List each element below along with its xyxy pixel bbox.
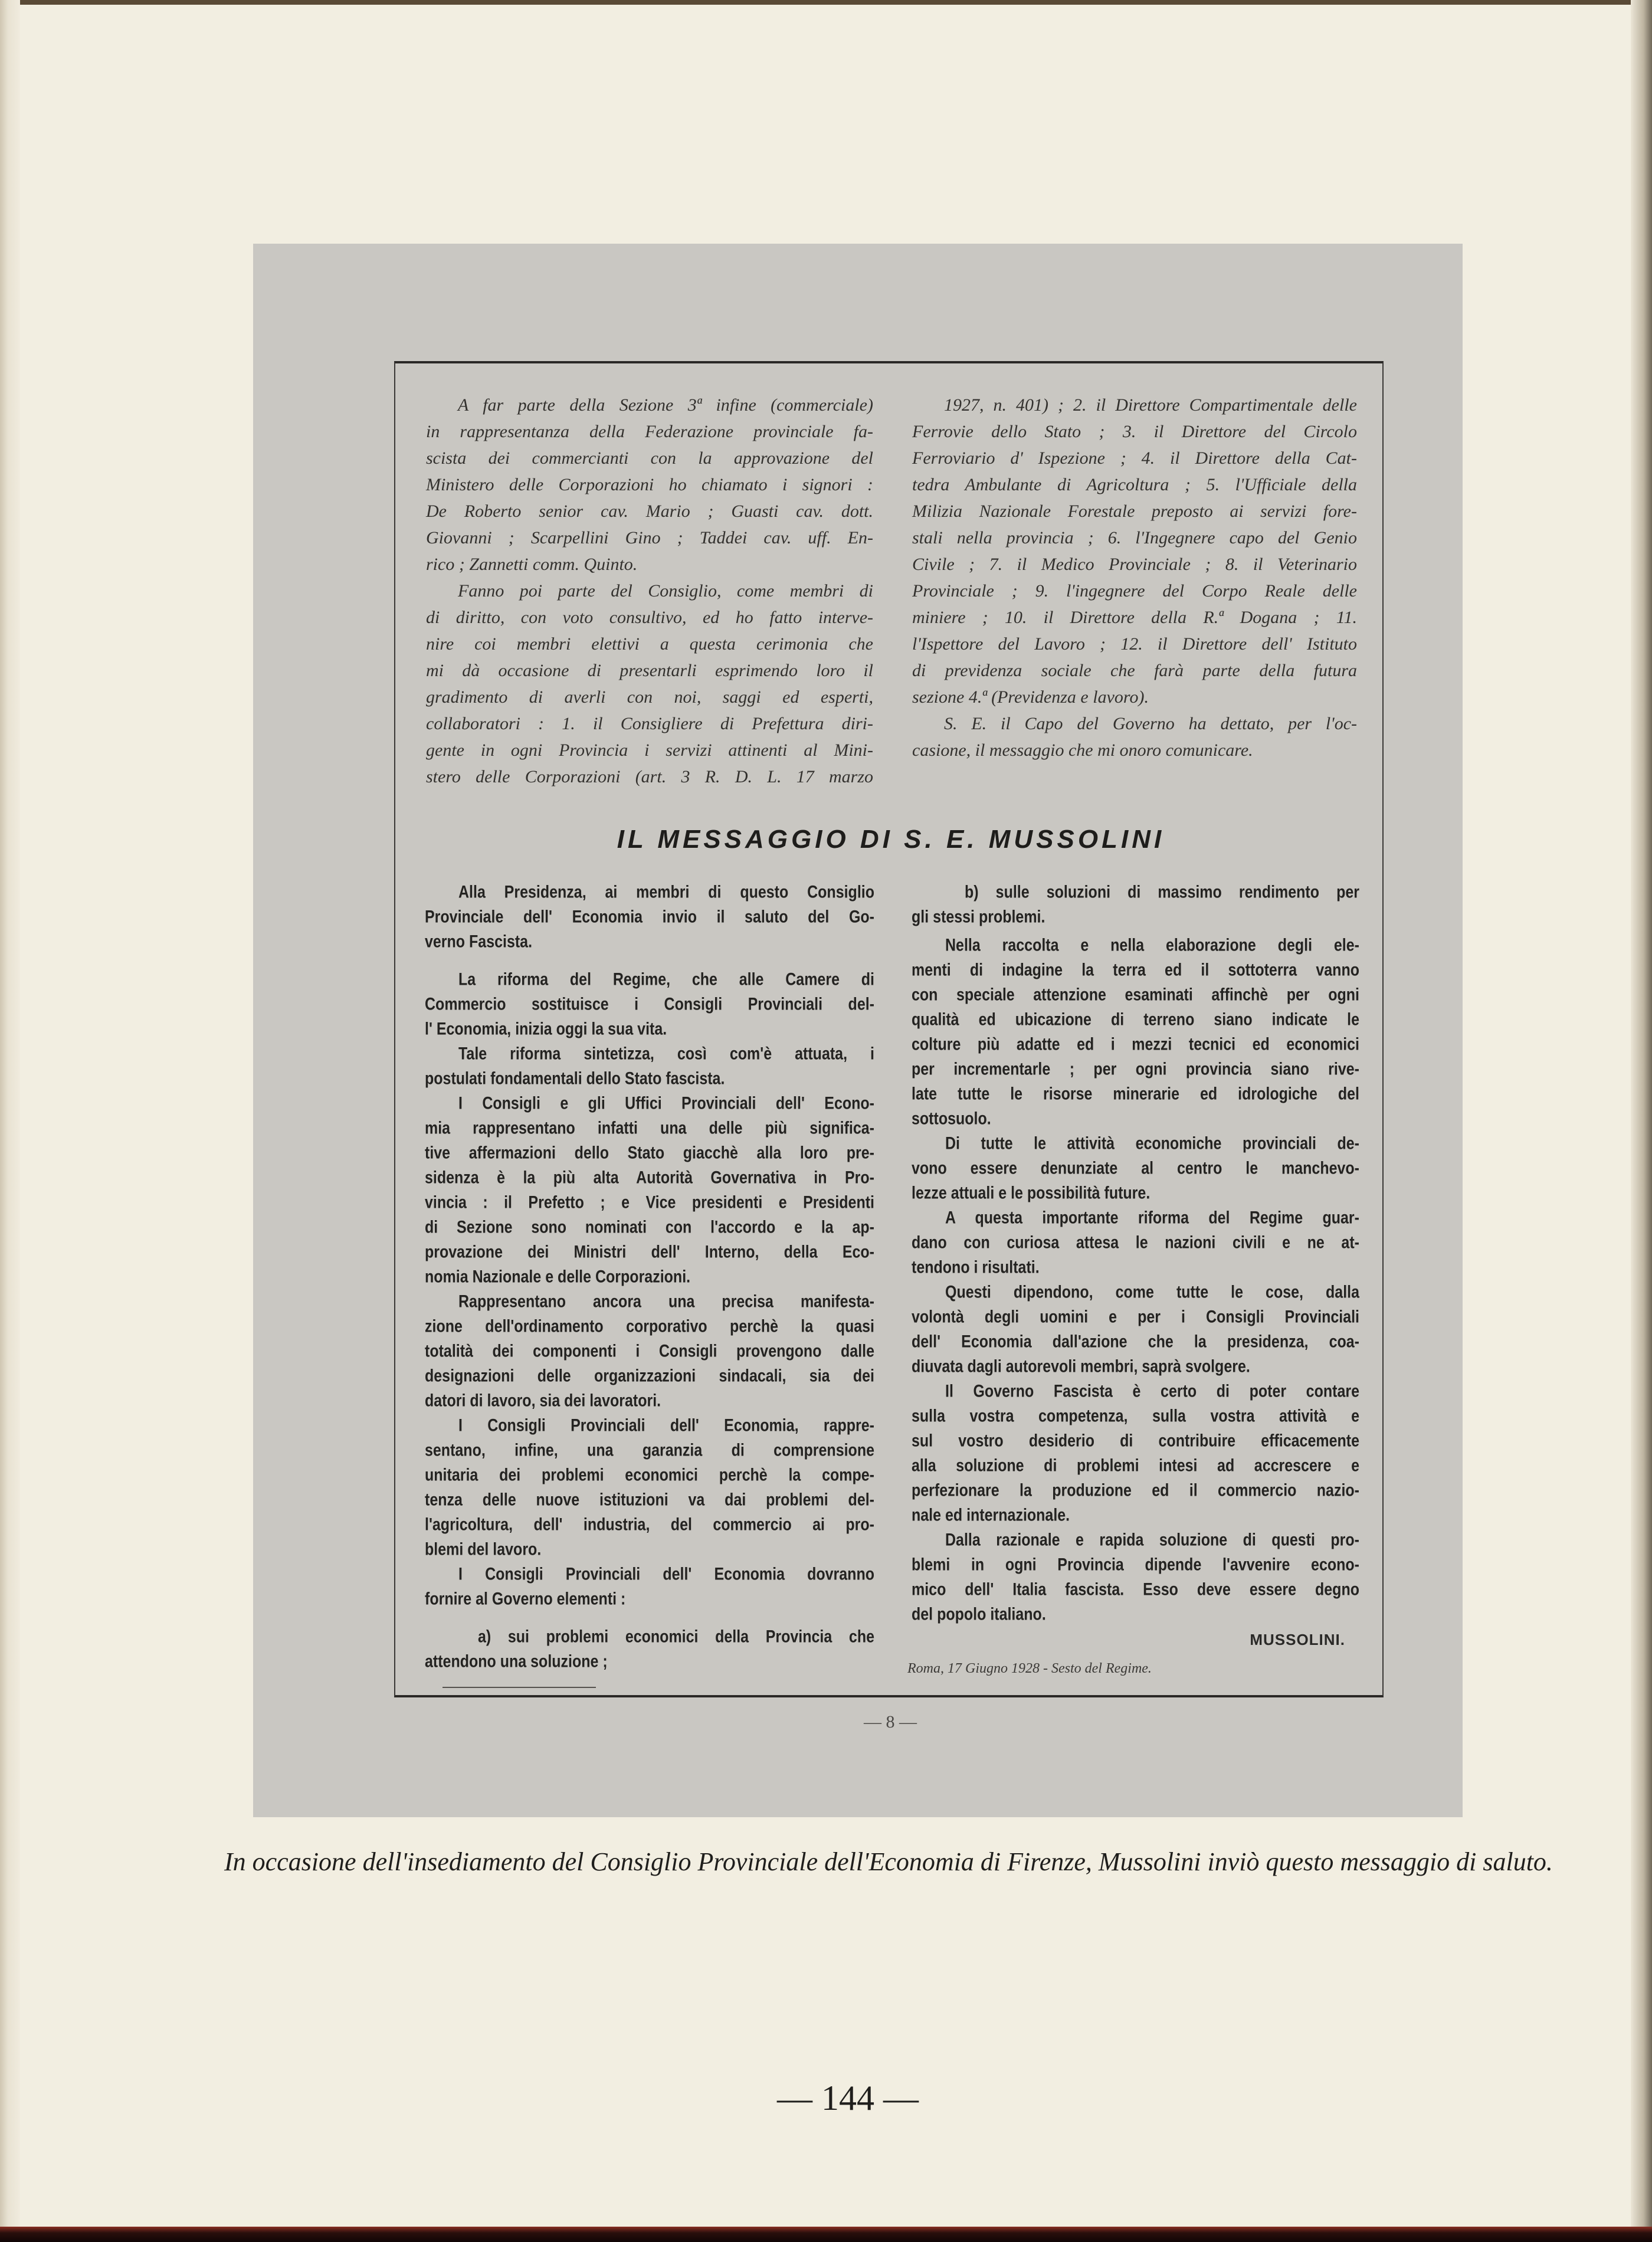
text-line: postulati fondamentali dello Stato fascista. [425, 1068, 725, 1089]
paragraph [912, 933, 1359, 1131]
message-headline: IL MESSAGGIO DI S. E. MUSSOLINI [617, 825, 1165, 854]
text-line: scista dei commercianti con la approvazione del [426, 448, 873, 468]
paragraph [912, 1205, 1359, 1280]
text-line: Fanno poi parte del Consiglio, come membri di [458, 581, 873, 601]
text-line: Dalla razionale e rapida soluzione di questi pro- [945, 1530, 1359, 1550]
text-line: gradimento di averli con noi, saggi ed esperti, [426, 687, 873, 707]
text-line: a) sui problemi economici della Provincia che [478, 1627, 874, 1647]
text-line: La riforma del Regime, che alle Camere di [458, 969, 874, 989]
text-line: Giovanni ; Scarpellini Gino ; Taddei cav. uff. En- [426, 528, 873, 548]
text-line: perfezionare la produzione ed il commercio nazio- [912, 1480, 1359, 1500]
text-line: sidenza è la più alta Autorità Governativa in Pro- [425, 1168, 874, 1188]
scan-edge-bottom [0, 2227, 1652, 2242]
text-line: dano con curiosa attesa le nazioni civili e ne at- [912, 1233, 1359, 1253]
paragraph [912, 392, 1357, 710]
text-line: tedra Ambulante di Agricoltura ; 5. l'Ufficiale della [912, 475, 1357, 494]
text-line: late tutte le risorse minerarie ed idrologiche del [912, 1084, 1359, 1104]
text-line: gli stessi problemi. [912, 907, 1045, 927]
dateline: Roma, 17 Giugno 1928 - Sesto del Regime. [907, 1661, 1152, 1676]
text-line: colture più adatte ed i mezzi tecnici ed economici [912, 1034, 1359, 1054]
paragraph [425, 1041, 874, 1091]
text-line: rico ; Zannetti comm. Quinto. [426, 555, 638, 574]
text-line: Tale riforma sintetizza, così com'è attuata, i [458, 1044, 874, 1064]
text-line: stali nella provincia ; 6. l'Ingegnere capo del Genio [912, 528, 1357, 548]
text-line: A questa importante riforma del Regime guar- [945, 1208, 1359, 1228]
text-line: nomia Nazionale e delle Corporazioni. [425, 1267, 691, 1287]
text-line: Nella raccolta e nella elaborazione degli ele- [945, 935, 1359, 955]
signature: MUSSOLINI. [1250, 1631, 1345, 1648]
text-line: Ministero delle Corporazioni ho chiamato i signori : [426, 475, 873, 494]
paragraph [425, 1413, 874, 1562]
text-line: unitaria dei problemi economici perchè la compe- [425, 1465, 874, 1485]
text-line: De Roberto senior cav. Mario ; Guasti cav. dott. [426, 502, 873, 521]
text-line: miniere ; 10. il Direttore della R.ª Dogana ; 11. [912, 608, 1357, 627]
text-line: I Consigli e gli Uffici Provinciali dell' Econo- [458, 1093, 874, 1113]
paragraph [912, 880, 1359, 929]
paragraph [426, 578, 873, 790]
text-line: zione dell'ordinamento corporativo perchè la quasi [425, 1316, 874, 1336]
text-line: tenza delle nuove istituzioni va dai problemi del- [425, 1490, 874, 1510]
text-line: mia rappresentano infatti una delle più significa- [425, 1118, 874, 1138]
text-line: designazioni delle organizzazioni sindacali, sia dei [425, 1366, 874, 1386]
text-line: di previdenza sociale che farà parte della futura [912, 661, 1357, 680]
text-line: I Consigli Provinciali dell' Economia, rappre- [458, 1415, 874, 1435]
divider [442, 1687, 596, 1688]
scan-edge-top [0, 0, 1652, 5]
text-line: tive affermazioni dello Stato giacchè alla loro pre- [425, 1143, 874, 1163]
text-line: Commercio sostituisce i Consigli Provinciali del- [425, 994, 874, 1014]
text-line: l' Economia, inizia oggi la sua vita. [425, 1019, 667, 1039]
text-line: lezze attuali e le possibilità future. [912, 1183, 1150, 1203]
paragraph [912, 710, 1357, 763]
text-line: blemi del lavoro. [425, 1539, 542, 1559]
text-line: sottosuolo. [912, 1109, 991, 1129]
text-line: per incrementarle ; per ogni provincia siano rive- [912, 1059, 1359, 1079]
text-line: S. E. il Capo del Governo ha dettato, per l'oc- [944, 714, 1357, 733]
text-line: Provinciale dell' Economia invio il saluto del Go- [425, 907, 874, 927]
text-line: totalità dei componenti i Consigli provengono dalle [425, 1341, 874, 1361]
paragraph [425, 1624, 874, 1674]
intro-column-left [426, 392, 873, 790]
paragraph [912, 1528, 1359, 1627]
text-line: sul vostro desiderio di contribuire efficacemente [912, 1431, 1359, 1451]
text-line: dell' Economia dall'azione che la presidenza, coa- [912, 1332, 1359, 1352]
text-line: verno Fascista. [425, 932, 533, 952]
paragraph [425, 967, 874, 1041]
text-line: di Sezione sono nominati con l'accordo e la ap- [425, 1217, 874, 1237]
text-line: sezione 4.ª (Previdenza e lavoro). [912, 687, 1149, 707]
paragraph [425, 880, 874, 954]
book-page-edges [0, 0, 20, 2242]
text-line: in rappresentanza della Federazione provinciale fa- [426, 422, 873, 441]
text-line: Ferrovie dello Stato ; 3. il Direttore del Circolo [912, 422, 1357, 441]
text-line: b) sulle soluzioni di massimo rendimento per [965, 882, 1359, 902]
text-line: Il Governo Fascista è certo di poter contare [945, 1381, 1359, 1401]
text-line: Ferroviario d' Ispezione ; 4. il Direttore della Cat- [912, 448, 1357, 468]
text-line: sulla vostra competenza, sulla vostra attività e [912, 1406, 1359, 1426]
text-line: vincia : il Prefetto ; e Vice presidenti e Presidenti [425, 1192, 874, 1212]
text-line: del popolo italiano. [912, 1604, 1046, 1624]
paragraph [425, 1289, 874, 1413]
text-line: collaboratori : 1. il Consigliere di Prefettura diri- [426, 714, 873, 733]
text-line: gente in ogni Provincia i servizi attinenti al Mini- [426, 740, 873, 760]
text-line: 1927, n. 401) ; 2. il Direttore Compartimentale delle [944, 395, 1357, 415]
intro-column-right [912, 392, 1357, 763]
text-line: menti di indagine la terra ed il sottoterra vanno [912, 960, 1359, 980]
text-line: l'Ispettore del Lavoro ; 12. il Direttore dell' Istituto [912, 634, 1357, 654]
book-gutter-shadow [1631, 0, 1652, 2242]
text-line: A far parte della Sezione 3ª infine (commerciale) [458, 395, 873, 415]
paragraph [426, 392, 873, 578]
paragraph [912, 1379, 1359, 1528]
inner-page-number: — 8 — [864, 1712, 917, 1732]
text-line: volontà degli uomini e per i Consigli Provinciali [912, 1307, 1359, 1327]
text-line: alla soluzione di problemi intesi ad accrescere e [912, 1456, 1359, 1476]
text-line: mi dà occasione di presentarli esprimendo loro il [426, 661, 873, 680]
paragraph [912, 1131, 1359, 1205]
page-number: — 144 — [777, 2079, 919, 2118]
text-line: Alla Presidenza, ai membri di questo Consiglio [458, 882, 874, 902]
paragraph [912, 1280, 1359, 1379]
text-line: tendono i risultati. [912, 1257, 1040, 1277]
paragraph [425, 1091, 874, 1289]
text-line: di diritto, con voto consultivo, ed ho fatto interve- [426, 608, 873, 627]
paragraph [425, 1562, 874, 1611]
text-line: Rappresentano ancora una precisa manifesta- [458, 1292, 874, 1312]
text-line: sentano, infine, una garanzia di comprensione [425, 1440, 874, 1460]
text-line: Milizia Nazionale Forestale preposto ai servizi fore- [912, 502, 1357, 521]
text-line: nale ed internazionale. [912, 1505, 1070, 1525]
text-line: vono essere denunziate al centro le manchevo- [912, 1158, 1359, 1178]
text-line: I Consigli Provinciali dell' Economia dovranno [458, 1564, 874, 1584]
text-line: nire coi membri elettivi a questa cerimonia che [426, 634, 873, 654]
text-line: Questi dipendono, come tutte le cose, dalla [945, 1282, 1359, 1302]
text-line: attendono una soluzione ; [425, 1651, 608, 1671]
photo-caption: In occasione dell'insediamento del Consiglio Provinciale dell'Economia di Firenze, Mussolini inviò questo messaggio di saluto. [224, 1847, 1553, 1876]
text-line: l'agricoltura, dell' industria, del commercio ai pro- [425, 1515, 874, 1535]
text-line: provazione dei Ministri dell' Interno, della Eco- [425, 1242, 874, 1262]
text-line: datori di lavoro, sia dei lavoratori. [425, 1391, 661, 1411]
text-line: con speciale attenzione esaminati affinchè per ogni [912, 985, 1359, 1005]
text-line: diuvata dagli autorevoli membri, saprà svolgere. [912, 1356, 1250, 1376]
text-line: casione, il messaggio che mi onoro comunicare. [912, 740, 1253, 760]
text-line: qualità ed ubicazione di terreno siano indicate le [912, 1009, 1359, 1030]
text-line: Civile ; 7. il Medico Provinciale ; 8. il Veterinario [912, 555, 1357, 574]
text-line: Provinciale ; 9. l'ingegnere del Corpo Reale delle [912, 581, 1357, 601]
message-column-right [912, 880, 1359, 1627]
text-line: mico dell' Italia fascista. Esso deve essere degno [912, 1579, 1359, 1599]
text-line: stero delle Corporazioni (art. 3 R. D. L. 17 marzo [426, 767, 873, 786]
message-column-left [425, 880, 874, 1674]
text-line: Di tutte le attività economiche provinciali de- [945, 1133, 1359, 1153]
text-line: fornire al Governo elementi : [425, 1589, 626, 1609]
text-line: blemi in ogni Provincia dipende l'avvenire econo- [912, 1555, 1359, 1575]
